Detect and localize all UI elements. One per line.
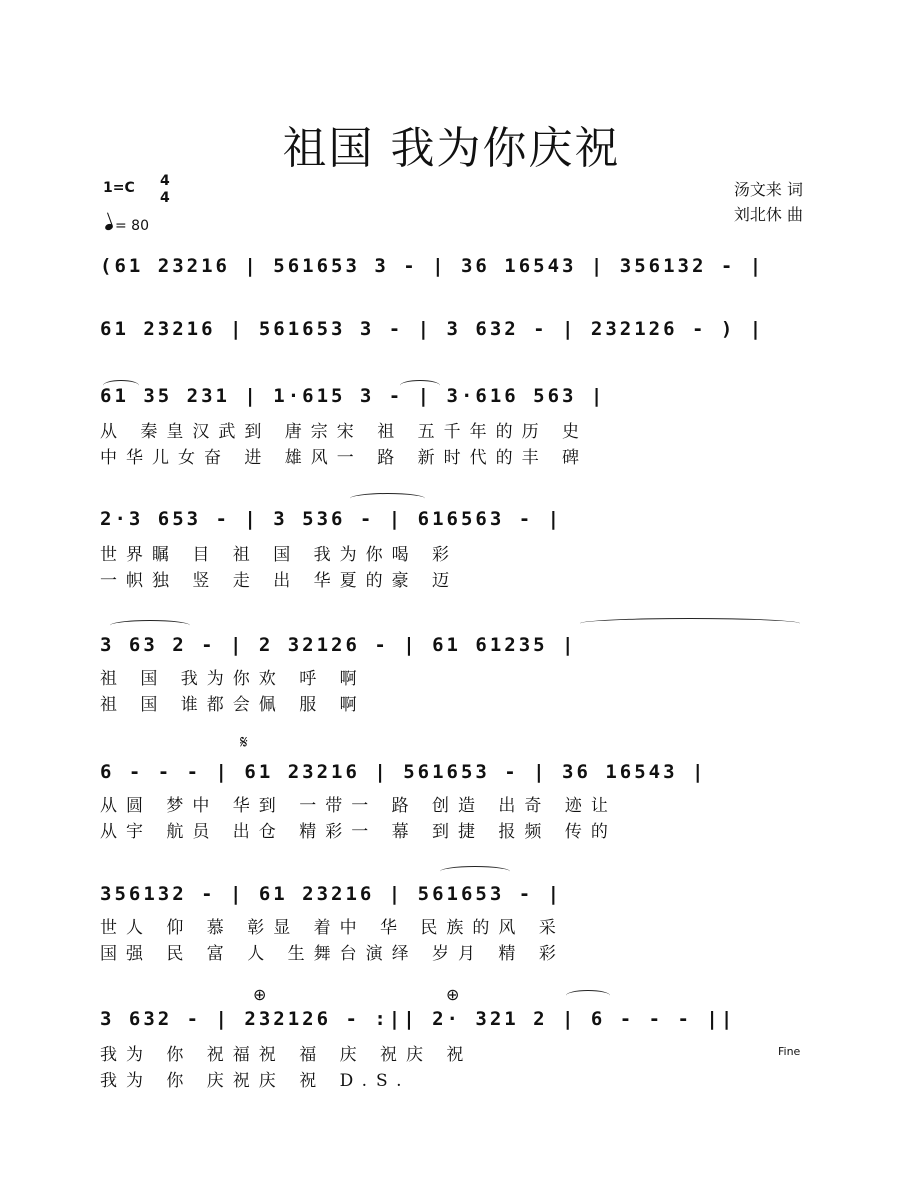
slur-mark — [110, 620, 190, 631]
lyrics-system-8-verse-1: 我为 你 祝福祝 福 庆 祝庆 祝 — [100, 1045, 473, 1065]
lyrics-system-3-verse-2: 中华儿女奋 进 雄风一 路 新时代的丰 碑 — [100, 448, 589, 468]
lyrics-system-5-verse-1: 祖 国 我为你欢 呼 啊 — [100, 669, 366, 689]
lyrics-system-3-verse-1: 从 秦皇汉武到 唐宗宋 祖 五千年的历 史 — [100, 422, 589, 442]
notes-system-7: 356132 - | 61 23216 | 561653 - | — [100, 883, 563, 905]
lyrics-system-6-verse-1: 从圆 梦中 华到 一带一 路 创造 出奇 迹让 — [100, 796, 617, 816]
notes-system-8: 3 632 - | 232126 - :|| 2· 321 2 | 6 - - - || — [100, 1008, 736, 1030]
notes-system-4: 2·3 653 - | 3 536 - | 616563 - | — [100, 508, 563, 530]
time-signature — [160, 173, 170, 207]
lyrics-system-8-verse-2: 我为 你 庆祝庆 祝 D.S. — [100, 1071, 411, 1091]
segno-mark: 𝄋 — [240, 732, 248, 753]
slur-mark — [350, 493, 425, 504]
notes-system-1: (61 23216 | 561653 3 - | 36 16543 | 356132 - | — [100, 255, 765, 277]
quarter-note-icon — [104, 223, 114, 231]
notes-system-3: 61 35 231 | 1·615 3 - | 3·616 563 | — [100, 385, 606, 407]
lyrics-system-7-verse-1: 世人 仰 慕 彰显 着中 华 民族的风 采 — [100, 918, 565, 938]
slur-mark — [400, 380, 440, 391]
lyrics-system-6-verse-2: 从宇 航员 出仓 精彩一 幕 到捷 报频 传的 — [100, 822, 617, 842]
key-signature: 1=C — [103, 180, 135, 196]
lyricist-credit: 汤文来 词 — [733, 180, 803, 199]
coda-mark-1: ⊕ — [253, 985, 267, 1004]
song-title: 祖国 我为你庆祝 — [282, 123, 621, 174]
coda-mark-2: ⊕ — [446, 985, 460, 1004]
slur-mark — [440, 866, 510, 877]
tempo-value: = 80 — [115, 218, 149, 234]
fine-mark: Fine — [778, 1045, 801, 1058]
lyrics-system-7-verse-2: 国强 民 富 人 生舞台演绎 岁月 精 彩 — [100, 944, 565, 964]
notes-system-5: 3 63 2 - | 2 32126 - | 61 61235 | — [100, 634, 577, 656]
notes-system-6: 6 - - - | 61 23216 | 561653 - | 36 16543 | — [100, 761, 707, 783]
slur-mark — [566, 990, 610, 1001]
lyrics-system-4-verse-1: 世界瞩 目 祖 国 我为你喝 彩 — [100, 545, 459, 565]
lyrics-system-5-verse-2: 祖 国 谁都会佩 服 啊 — [100, 695, 366, 715]
time-signature-bottom: 4 — [160, 190, 170, 206]
tempo-marking — [105, 218, 149, 234]
composer-credit: 刘北休 曲 — [733, 205, 803, 224]
lyrics-system-4-verse-2: 一帜独 竖 走 出 华夏的豪 迈 — [100, 571, 459, 591]
notes-system-2: 61 23216 | 561653 3 - | 3 632 - | 232126 - ) | — [100, 318, 765, 340]
slur-mark — [103, 380, 139, 391]
time-signature-top: 4 — [160, 173, 170, 189]
slur-mark — [580, 618, 800, 629]
